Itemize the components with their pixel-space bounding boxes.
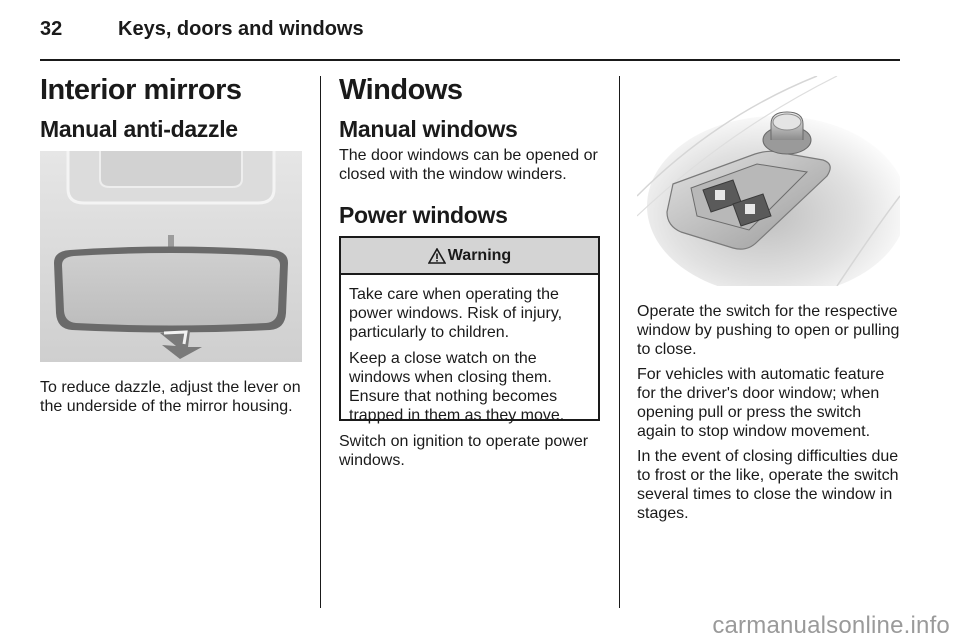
mirror-instructions: To reduce dazzle, adjust the lever on the underside of the mirror housing. — [40, 379, 301, 415]
subsection-title-anti-dazzle: Manual anti-dazzle — [40, 116, 238, 142]
watermark: carmanualsonline.info — [712, 612, 950, 639]
warning-label: Warning — [447, 246, 512, 264]
warning-paragraph-1: Take care when operating the power windows. Risk of injury, particularly to children. — [349, 286, 563, 341]
chapter-title: Keys, doors and windows — [118, 18, 364, 40]
page-header — [40, 18, 900, 48]
switch-paragraph-2: For vehicles with automatic feature for the driver's door window; when opening pull or press the switch again to stop window movement. — [637, 366, 885, 440]
mirror-illustration — [40, 151, 302, 362]
switch-paragraph-3: In the event of closing difficulties due to frost or the like, operate the switch several times to close the window in stages. — [637, 448, 899, 522]
subsection-title-manual-windows: Manual windows — [339, 116, 518, 142]
section-title-windows: Windows — [339, 74, 463, 106]
subsection-title-power-windows: Power windows — [339, 202, 508, 228]
switch-paragraph-1: Operate the switch for the respective window by pushing to open or pulling to close. — [637, 303, 900, 358]
warning-header — [341, 238, 598, 275]
switch-instructions — [637, 302, 902, 529]
window-switch-drawing — [637, 76, 900, 286]
column-divider-2 — [619, 76, 620, 608]
warning-box — [339, 236, 600, 424]
mirror-drawing — [40, 151, 302, 362]
column-divider-1 — [320, 76, 321, 608]
warning-body — [341, 275, 598, 425]
window-switch-illustration — [637, 76, 900, 286]
section-title-interior-mirrors: Interior mirrors — [40, 74, 242, 106]
warning-paragraph-2: Keep a close watch on the windows when closing them. Ensure that nothing becomes trapped in them as they move. — [349, 350, 565, 424]
page-number: 32 — [40, 18, 63, 40]
ignition-note: Switch on ignition to operate power windows. — [339, 433, 589, 469]
manual-windows-text: The door windows can be opened or closed with the window winders. — [339, 147, 598, 183]
warning-triangle-icon — [428, 248, 446, 264]
header-divider — [40, 59, 900, 61]
